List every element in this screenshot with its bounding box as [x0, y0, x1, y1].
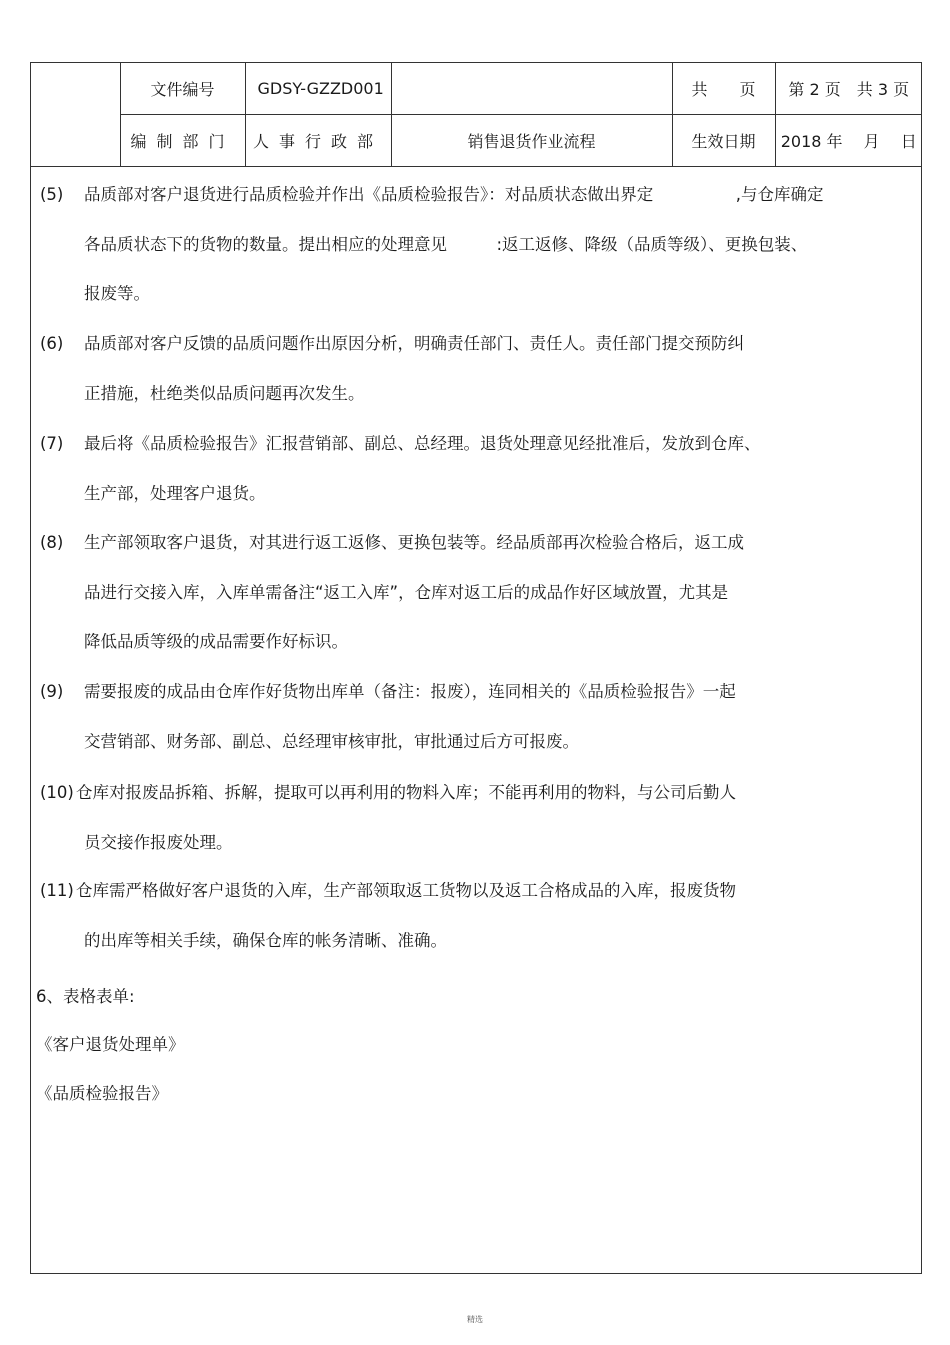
item-line: 需要报废的成品由仓库作好货物出库单（备注：报废），连同相关的《品质检验报告》一起 [84, 682, 736, 701]
item-number: (9) [40, 682, 64, 701]
item-number: (5) [40, 185, 64, 204]
page-info: 第 2 页 共 3 页 [775, 63, 922, 115]
effective-date-value: 2018 年 月 日 [775, 115, 922, 167]
item-line: 品质部对客户退货进行品质检验并作出《品质检验报告》：对品质状态做出界定 ,与仓库确定 [84, 185, 824, 204]
item-line: 生产部，处理客户退货。 [84, 483, 266, 503]
total-pages-label: 共 页 [672, 63, 775, 115]
item-line: 品进行交接入库，入库单需备注“返工入库”，仓库对返工后的成品作好区域放置，尤其是 [84, 582, 729, 602]
section-6-heading: 6、表格表单: [36, 987, 135, 1006]
item-line: 交营销部、财务部、副总、总经理审核审批，审批通过后方可报废。 [84, 731, 579, 751]
item-line: 仓库需严格做好客户退货的入库，生产部领取返工货物以及返工合格成品的入库，报废货物 [76, 881, 736, 900]
item-line: 降低品质等级的成品需要作好标识。 [84, 632, 348, 651]
header-blank-cell [30, 63, 120, 167]
dept-label: 编制部门 [120, 115, 245, 167]
doc-number-value: GDSY-GZZD001 [245, 63, 391, 115]
item-line: 品质部对客户反馈的品质问题作出原因分析，明确责任部门、责任人。责任部门提交预防纠 [84, 334, 744, 353]
dept-value: 人事行政部 [245, 115, 391, 167]
item-line: 生产部领取客户退货，对其进行返工返修、更换包装等。经品质部再次检验合格后，返工成 [84, 533, 744, 552]
page-footer: 精选 [467, 1315, 483, 1324]
doc-number-label: 文件编号 [120, 63, 245, 115]
item-number: (7) [40, 434, 64, 453]
item-line: 各品质状态下的货物的数量。提出相应的处理意见 :返工返修、降级（品质等级）、更换包装、 [84, 234, 808, 254]
item-line: 报废等。 [84, 284, 150, 303]
document-title: 销售退货作业流程 [391, 115, 672, 167]
item-line: 最后将《品质检验报告》汇报营销部、副总、总经理。退货处理意见经批准后，发放到仓库、 [84, 434, 761, 453]
item-number: (6) [40, 334, 64, 353]
effective-date-label: 生效日期 [672, 115, 775, 167]
item-line: 正措施，杜绝类似品质问题再次发生。 [84, 383, 365, 403]
document-header-table [30, 62, 922, 167]
item-number: (10) [40, 783, 74, 802]
item-line: 员交接作报废处理。 [84, 832, 233, 852]
form-name: 《品质检验报告》 [36, 1084, 168, 1103]
item-number: (11) [40, 881, 74, 900]
item-number: (8) [40, 533, 64, 552]
item-line: 的出库等相关手续，确保仓库的帐务清晰、准确。 [84, 930, 447, 950]
header-empty-cell [391, 63, 672, 115]
form-name: 《客户退货处理单》 [36, 1035, 185, 1054]
item-line: 仓库对报废品拆箱、拆解，提取可以再利用的物料入库；不能再利用的物料，与公司后勤人 [76, 783, 736, 802]
